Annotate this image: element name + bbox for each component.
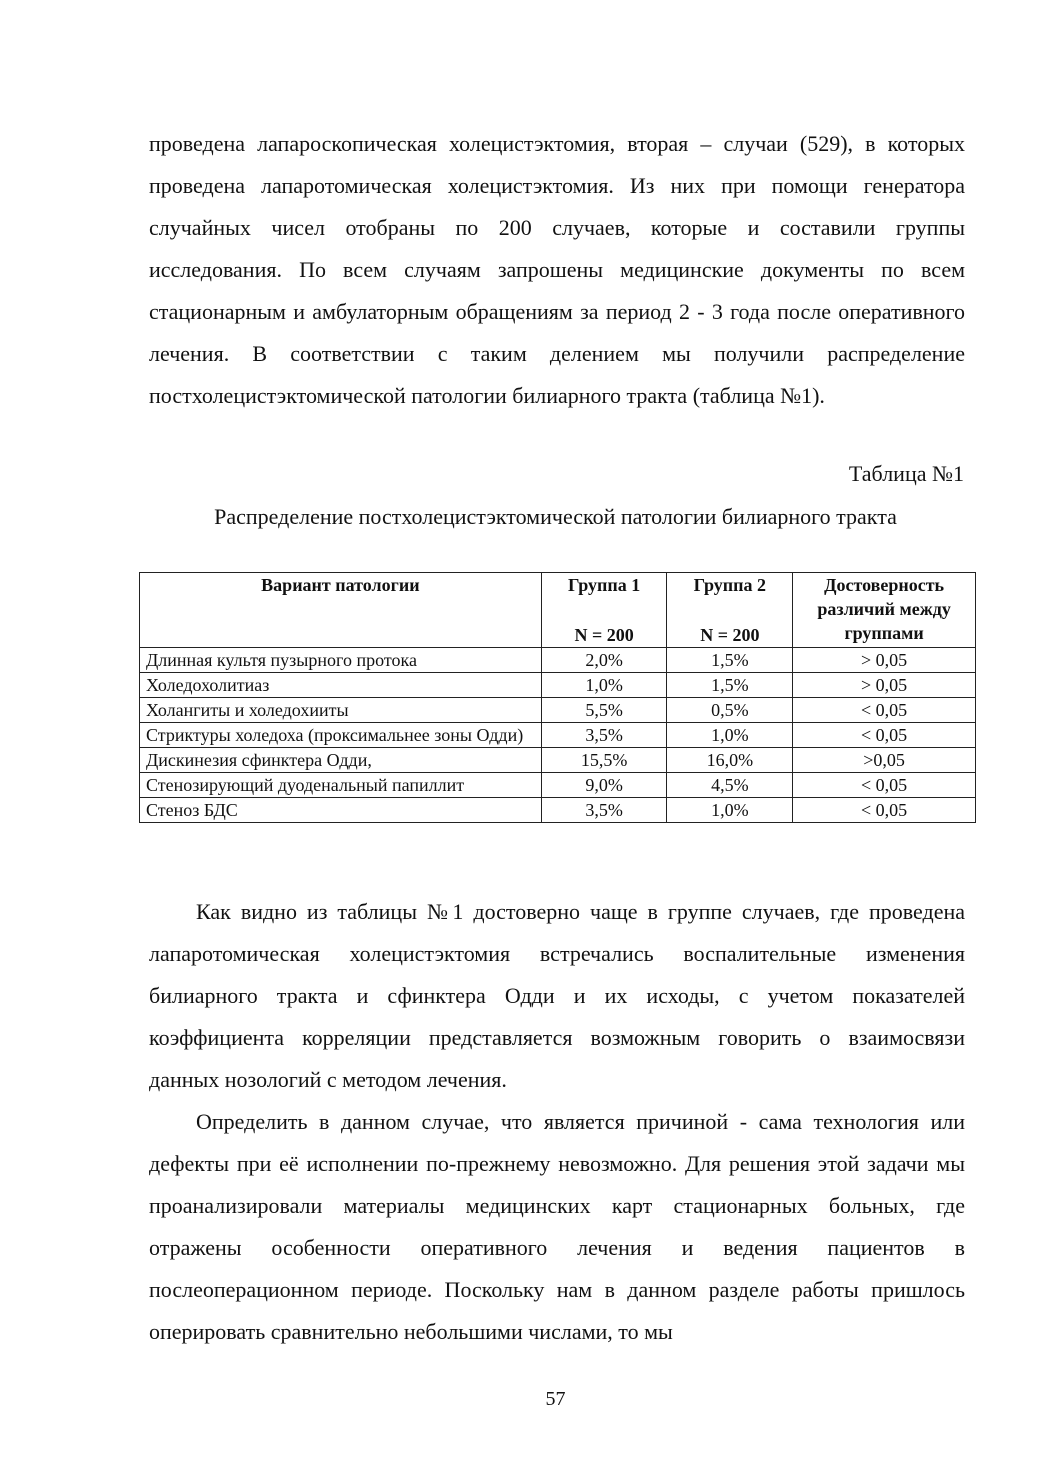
row-group1-value: 5,5% (541, 698, 667, 723)
paragraph-conclusion: Как видно из таблицы №1 достоверно чаще в группе случаев, где проведена лапаротомическая холецистэктомия встречались воспалительные изменения билиарного тракта и сфинктера Одди и их исходы, с учетом показателей коэффициента корреляции представляется возможным говорить о взаимосвязи данных нозологий с методом лечения. (149, 899, 965, 1092)
row-group1-value: 9,0% (541, 773, 667, 798)
row-group1-value: 3,5% (541, 723, 667, 748)
row-significance: < 0,05 (793, 723, 976, 748)
row-group2-value: 1,0% (667, 798, 793, 823)
row-significance: < 0,05 (793, 698, 976, 723)
table-header-row (140, 573, 976, 648)
table-row (140, 698, 976, 723)
row-significance: >0,05 (793, 748, 976, 773)
header-significance (793, 573, 976, 648)
row-group2-value: 16,0% (667, 748, 793, 773)
header-group2-label: Группа 2 (693, 575, 767, 595)
row-name: Стенозирующий дуоденальный папиллит (140, 773, 542, 798)
row-group1-value: 15,5% (541, 748, 667, 773)
row-name: Холангиты и холедохииты (140, 698, 542, 723)
row-significance: > 0,05 (793, 673, 976, 698)
row-significance: < 0,05 (793, 798, 976, 823)
row-group2-value: 1,5% (667, 648, 793, 673)
table-label: Таблица №1 (848, 461, 964, 486)
header-variant (140, 573, 542, 648)
header-group2 (667, 573, 793, 648)
header-group1-label: Группа 1 (567, 575, 641, 595)
row-group2-value: 4,5% (667, 773, 793, 798)
row-group1-value: 3,5% (541, 798, 667, 823)
row-significance: < 0,05 (793, 773, 976, 798)
row-group2-value: 1,0% (667, 723, 793, 748)
header-group2-n: N = 200 (700, 625, 760, 645)
row-group1-value: 1,0% (541, 673, 667, 698)
row-name: Стриктуры холедоха (проксимальнее зоны Одди) (140, 723, 542, 748)
row-group2-value: 1,5% (667, 673, 793, 698)
paragraph-analysis: Определить в данном случае, что является причиной - сама технология или дефекты при её исполнении по-прежнему невозможно. Для решения этой задачи мы проанализировали материалы медицинских карт стационарных больных, где отражены особенности оперативного лечения и ведения пациентов в послеоперационном периоде. Поскольку нам в данном разделе работы пришлось оперировать сравнительно небольшими числами, то мы (149, 1109, 965, 1344)
row-group1-value: 2,0% (541, 648, 667, 673)
table-row (140, 723, 976, 748)
header-significance-label: Достоверность различий между группами (817, 575, 951, 643)
header-group1 (541, 573, 667, 648)
paragraph-intro: проведена лапароскопическая холецистэктомия, вторая – случаи (529), в которых проведена лапаротомическая холецистэктомия. Из них при помощи генератора случайных чисел отобраны по 200 случаев, которые и составили группы исследования. По всем случаям запрошены медицинские документы по всем стационарным и амбулаторным обращениям за период 2 - 3 года после оперативного лечения. В соответствии с таким делением мы получили распределение постхолецистэктомической патологии билиарного тракта (таблица №1). (149, 131, 965, 408)
header-group1-n: N = 200 (574, 625, 634, 645)
row-group2-value: 0,5% (667, 698, 793, 723)
row-name: Стеноз БДС (140, 798, 542, 823)
table-row (140, 798, 976, 823)
table-row (140, 773, 976, 798)
table-row (140, 748, 976, 773)
page-number: 57 (545, 1388, 566, 1410)
header-variant-label: Вариант патологии (261, 575, 420, 595)
row-name: Длинная культя пузырного протока (140, 648, 542, 673)
row-significance: > 0,05 (793, 648, 976, 673)
table-row (140, 673, 976, 698)
row-name: Холедохолитиаз (140, 673, 542, 698)
pathology-table (139, 572, 976, 823)
row-name: Дискинезия сфинктера Одди, (140, 748, 542, 773)
table-row (140, 648, 976, 673)
table-caption: Распределение постхолецистэктомической патологии билиарного тракта (214, 504, 897, 529)
